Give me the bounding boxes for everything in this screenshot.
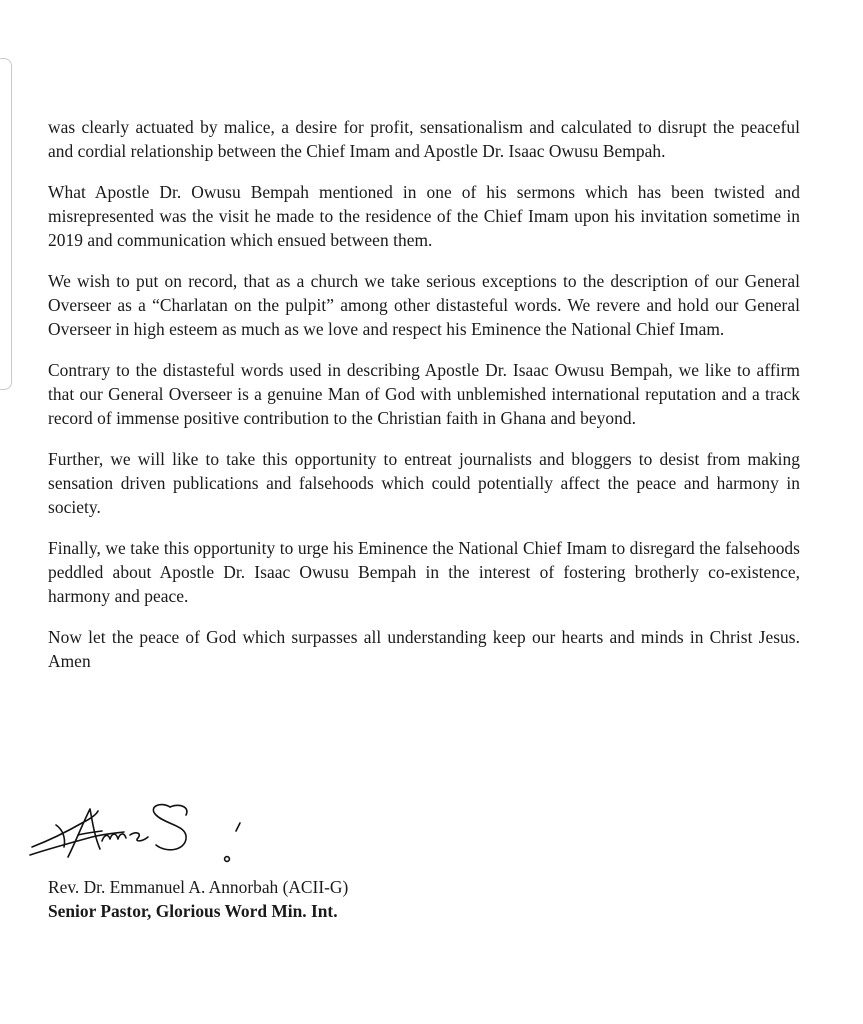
paragraph-6: Finally, we take this opportunity to urge his Eminence the National Chief Imam to disregard the falsehoods peddled about Apostle Dr. Isaac Owusu Bempah in the interest of fostering brotherly co-existence, harmony and peace. <box>48 538 800 606</box>
paragraph-7: Now let the peace of God which surpasses all understanding keep our hearts and minds in Christ Jesus. Amen <box>48 627 800 671</box>
paragraph-4: Contrary to the distasteful words used in describing Apostle Dr. Isaac Owusu Bempah, we like to affirm that our General Overseer is a genuine Man of God with unblemished international reputation and a track record of immense positive contribution to the Christian faith in Ghana and beyond. <box>48 360 800 428</box>
paragraph-3: We wish to put on record, that as a church we take serious exceptions to the description of our General Overseer as a “Charlatan on the pulpit” among other distasteful words. We revere and hold our General Overseer in high esteem as much as we love and respect his Eminence the National Chief Imam. <box>48 271 800 339</box>
paragraph-5: Further, we will like to take this opportunity to entreat journalists and bloggers to desist from making sensation driven publications and falsehoods which could potentially affect the peace and harmony in society. <box>48 449 800 517</box>
letter-body <box>48 115 800 690</box>
signer-name: Rev. Dr. Emmanuel A. Annorbah (ACII-G) <box>48 877 349 897</box>
signer-title: Senior Pastor, Glorious Word Min. Int. <box>48 901 338 921</box>
paragraph-1: was clearly actuated by malice, a desire for profit, sensationalism and calculated to disrupt the peaceful and cordial relationship between the Chief Imam and Apostle Dr. Isaac Owusu Bempah. <box>48 117 800 161</box>
page-edge-tab <box>0 58 12 390</box>
paragraph-2: What Apostle Dr. Owusu Bempah mentioned in one of his sermons which has been twisted and misrepresented was the visit he made to the residence of the Chief Imam upon his invitation sometime in 2019 and communication which ensued between them. <box>48 182 800 250</box>
handwritten-signature <box>20 785 260 875</box>
